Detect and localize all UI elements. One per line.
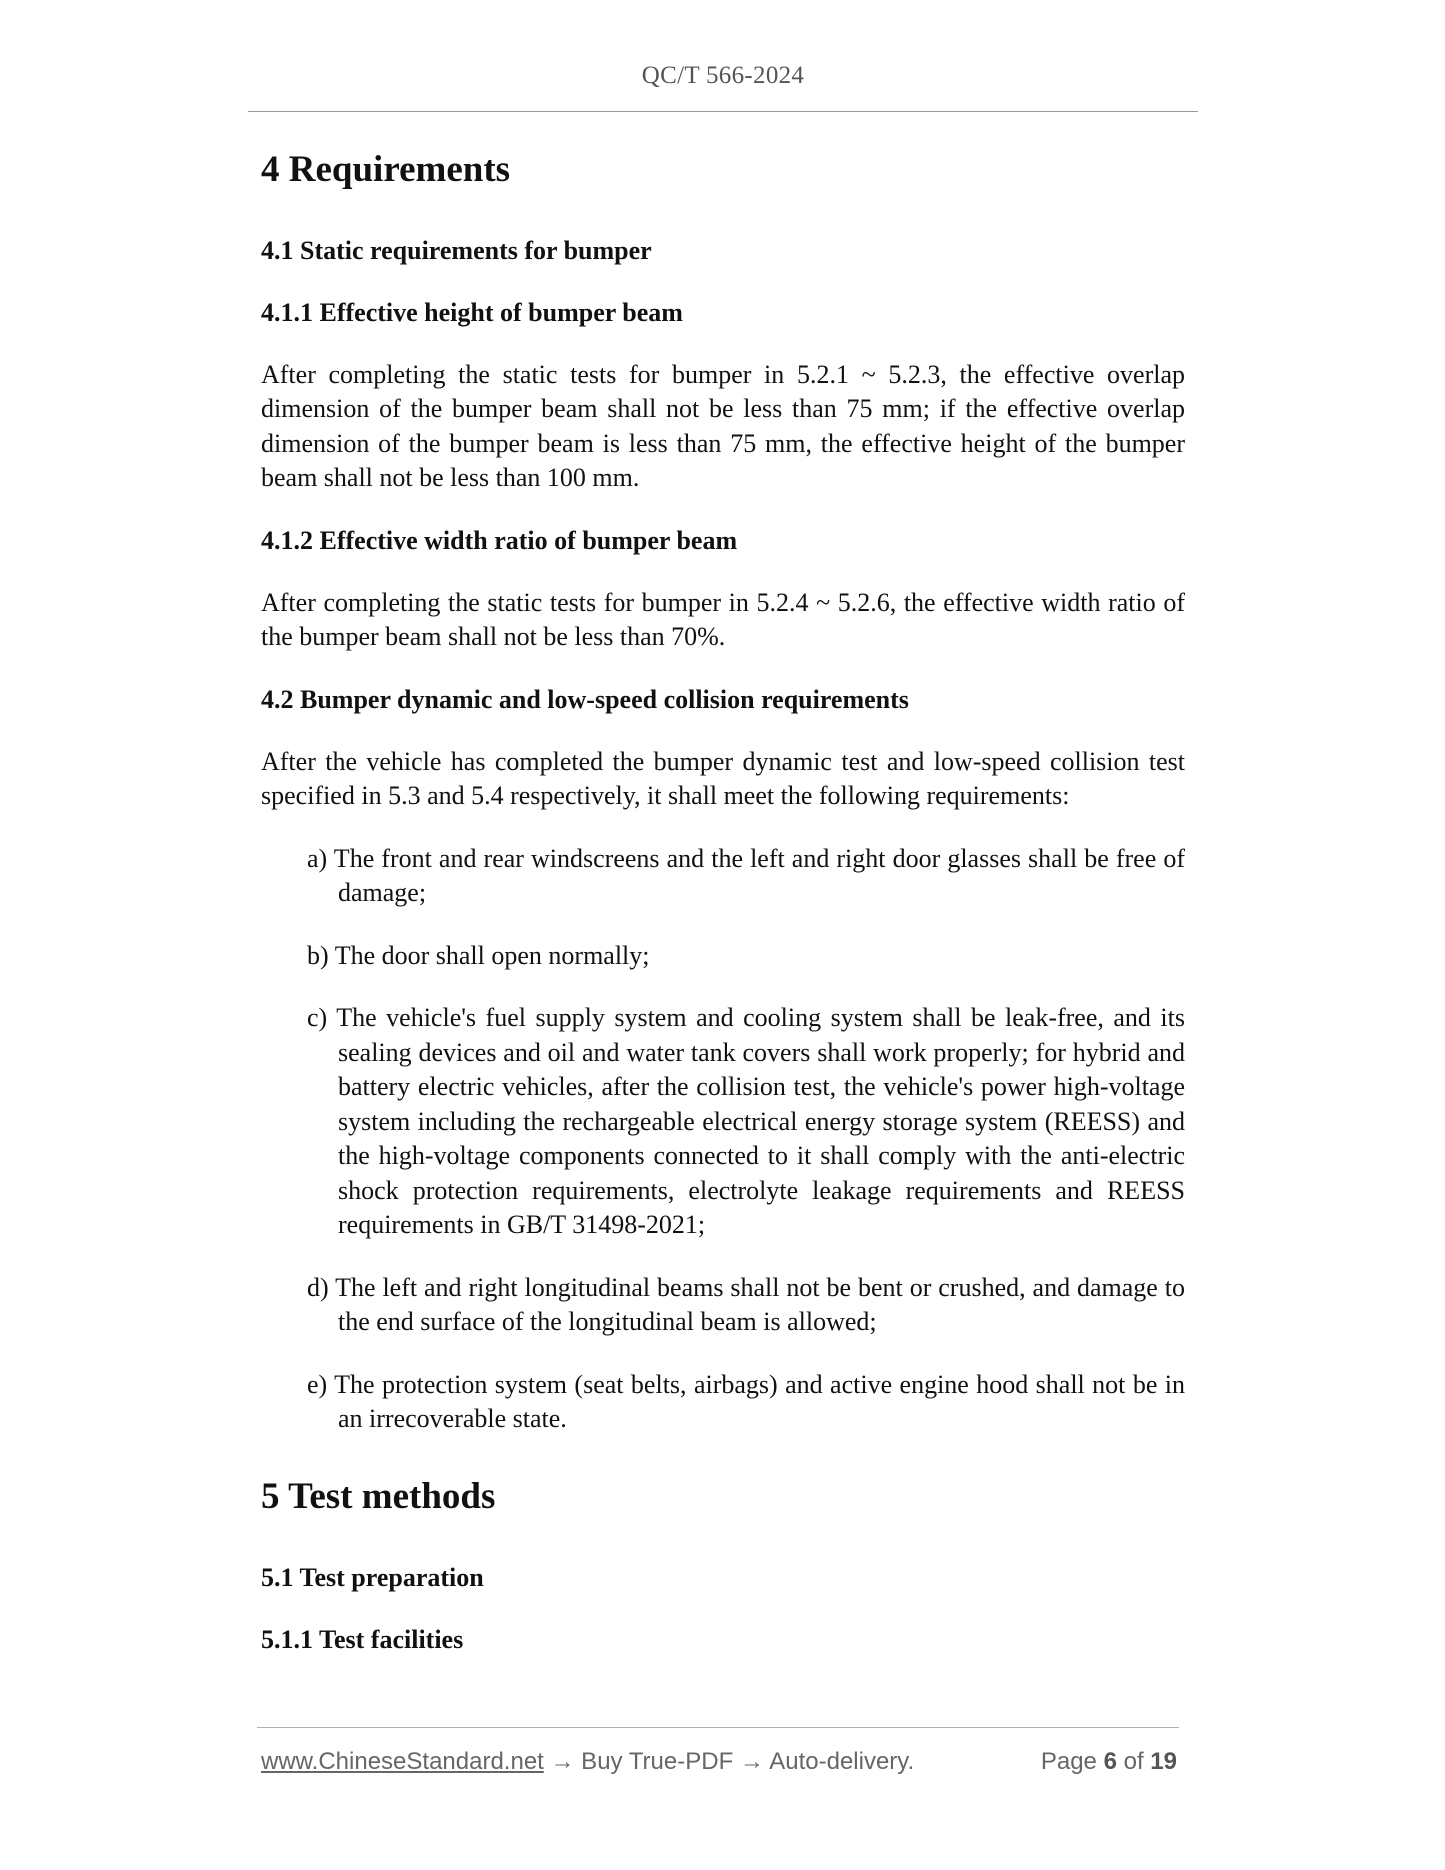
chinesestandard-link[interactable]: www.ChineseStandard.net (261, 1748, 544, 1775)
section-4-heading: 4 Requirements (261, 149, 511, 190)
footer-promo-text: → Buy True-PDF → Auto-delivery. (550, 1748, 915, 1775)
section-4-1-1-paragraph: After completing the static tests for bumper in 5.2.1 ~ 5.2.3, the effective overlap dimension of the bumper beam shall not be less than 75 mm; if the effective overlap dimension of the bumper beam is less than 75 mm, the effective height of the bumper beam shall not be less than 100 mm. (261, 359, 1185, 493)
footer-divider (257, 1727, 1179, 1728)
section-4-1-1-heading: 4.1.1 Effective height of bumper beam (261, 298, 683, 328)
section-4-2-paragraph: After the vehicle has completed the bumper dynamic test and low-speed collision test specified in 5.3 and 5.4 respectively, it shall meet the following requirements: (261, 746, 1185, 811)
page-content (261, 148, 1185, 1657)
requirement-item-e: e) The protection system (seat belts, airbags) and active engine hood shall not be in an irrecoverable state. (307, 1369, 1185, 1434)
page-total: 19 (1150, 1748, 1177, 1775)
section-4-2-heading: 4.2 Bumper dynamic and low-speed collision requirements (261, 684, 909, 714)
requirement-item-b: b) The door shall open normally; (307, 940, 650, 970)
requirement-item-a: a) The front and rear windscreens and the left and right door glasses shall be free of damage; (307, 843, 1185, 908)
page-current: 6 (1103, 1748, 1117, 1775)
page-indicator (1041, 1748, 1177, 1776)
section-4-1-heading: 4.1 Static requirements for bumper (261, 236, 652, 266)
page-label: Page (1040, 1748, 1097, 1775)
page-of-label: of (1123, 1748, 1144, 1775)
header-divider (248, 111, 1198, 112)
document-code-header: QC/T 566-2024 (641, 62, 805, 89)
section-5-heading: 5 Test methods (261, 1475, 496, 1517)
requirement-item-c: c) The vehicle's fuel supply system and cooling system shall be leak-free, and its sealing devices and oil and water tank covers shall work properly; for hybrid and battery electric vehicles, after the collision test, the vehicle's power high-voltage system including the rechargeable electrical energy storage system (REESS) and the high-voltage components connected to it shall comply with the anti-electric shock protection requirements, electrolyte leakage requirements and REESS requirements in GB/T 31498-2021; (307, 1003, 1185, 1240)
requirement-item-d: d) The left and right longitudinal beams shall not be bent or crushed, and damage to the end surface of the longitudinal beam is allowed; (307, 1272, 1185, 1337)
page-footer (261, 1748, 1177, 1776)
section-5-1-1-heading: 5.1.1 Test facilities (261, 1624, 464, 1654)
section-4-1-2-heading: 4.1.2 Effective width ratio of bumper beam (261, 525, 738, 555)
section-4-1-2-paragraph: After completing the static tests for bumper in 5.2.4 ~ 5.2.6, the effective width ratio of the bumper beam shall not be less than 70%. (261, 587, 1185, 652)
footer-promo (261, 1748, 914, 1776)
section-5-1-heading: 5.1 Test preparation (261, 1562, 484, 1592)
